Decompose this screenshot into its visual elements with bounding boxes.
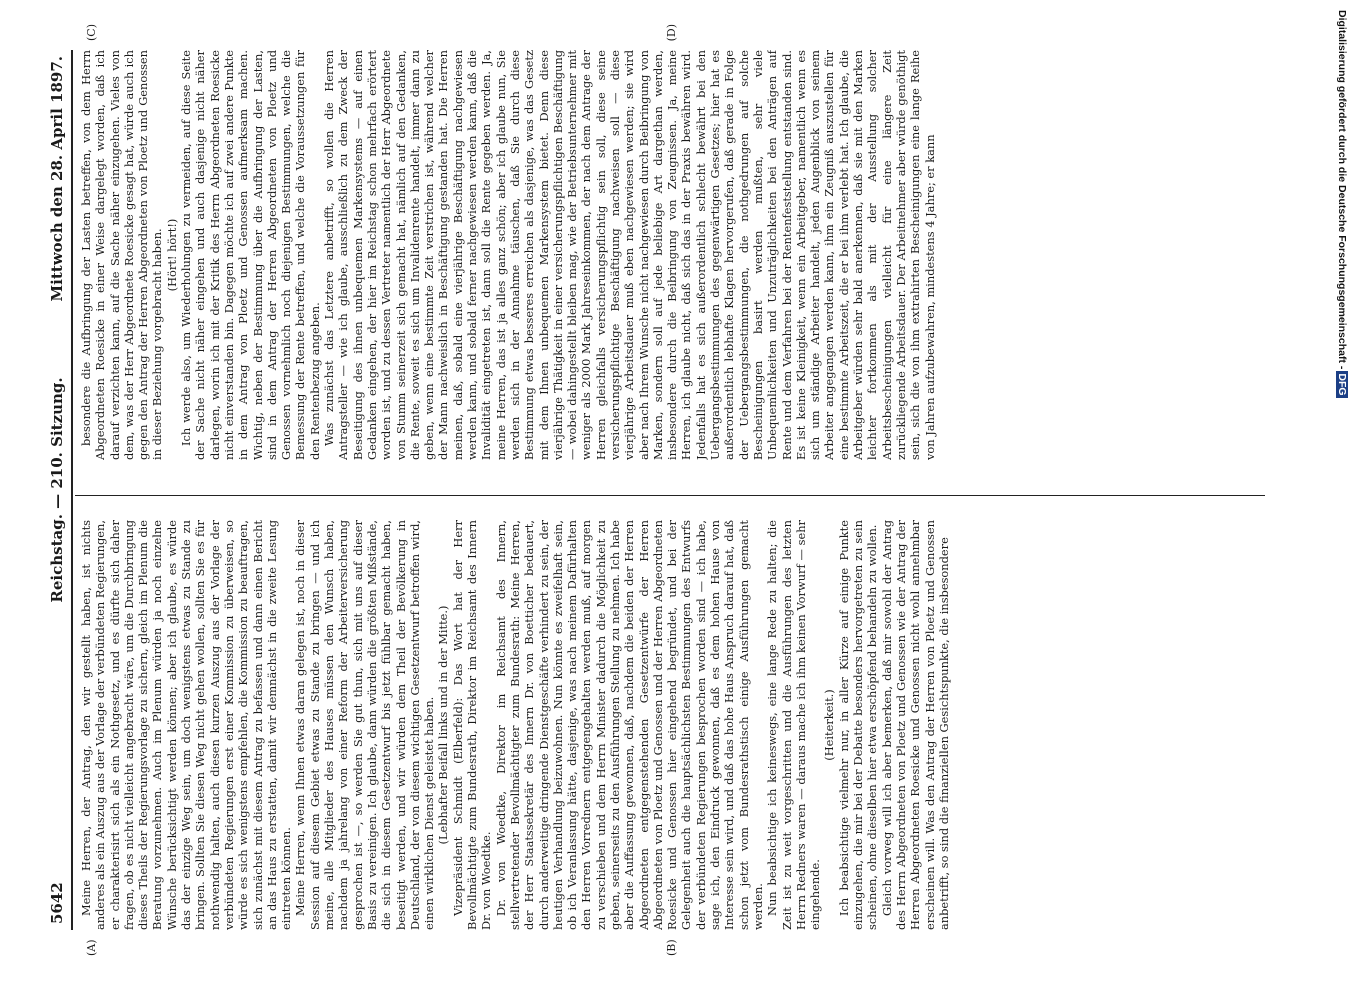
paragraph: Gleich vorweg will ich aber bemerken, daß mir sowohl der Antrag des Herrn Abgeordneten von Ploetz und Genossen wie der Antrag der Herren Abgeordneten Roesicke und Genossen nicht wohl annehmbar erscheinen will. Was den Antrag der Herren von Ploetz und Genossen anbetrifft, so sind die finanziellen Gesichtspunkte, die insbesondere [879, 520, 951, 930]
interjection: (Lebhafter Beifall links und in der Mitte.) [436, 605, 451, 845]
dfg-logo: DFG [1336, 373, 1348, 396]
interjection: (Heiterkeit.) [822, 689, 837, 761]
margin-marker-c: (C) [85, 24, 98, 41]
paragraph: Ich beabsichtige vielmehr nur, in aller Kürze auf einige Punkte einzugehen, die mir bei der Debatte besonders hervorgetreten zu sein scheinen, ohne dieselben hier etwa erschöpfend behandeln zu wollen. [836, 520, 880, 930]
document-page [45, 24, 1265, 956]
paragraph: besondere die Aufbringung der Lasten betreffen, von dem Herrn Abgeordneten Roesicke in einer Weise dargelegt worden, daß ich darauf verzichten kann, auf die Sache näher einzugehen. Vieles von dem, was der Herr Abgeordnete Roesicke gesagt hat, würde auch ich gegen den Antrag der Herren Abgeordneten von Ploetz und Genossen in dieser Beziehung vorgebracht haben. [79, 50, 165, 460]
digitization-credit [1335, 10, 1349, 1000]
credit-text: Digitalisierung gefördert durch die Deutsche Forschungsgemeinschaft - [1336, 10, 1348, 370]
paragraph: Vizepräsident Schmidt (Elberfeld): Das Wort hat der Herr Bevollmächtigte zum Bundesrath, Direktor im Reichsamt des Innern Dr. von Woedtke. [450, 520, 494, 930]
right-column [79, 50, 1259, 460]
paragraph: Nun beabsichtige ich keineswegs, eine lange Rede zu halten; die Zeit ist zu weit vorgeschritten und die Ausführungen des letzten Herrn Redners waren — daraus mache ich ihm keinen Vorwurf — sehr eingehende. [765, 520, 823, 930]
column-divider [75, 495, 1265, 496]
paragraph: Meine Herren, der Antrag, den wir gestellt haben, ist nichts anderes als ein Auszug aus der Vorlage der verbündeten Regierungen, er charakterisirt sich als ein Nothgesetz, und es dürfte sich daher fragen, ob es nicht vielleicht angebracht wäre, um die Durchbringung dieses Theils der Regierungsvorlage zu sichern, gleich im Plenum die Beratung vorzunehmen. Auch im Plenum würden ja noch einzelne Wünsche berücksichtigt werden können; aber ich glaube, es würde das der einzige Weg sein, um doch wenigstens etwas zu Stande zu bringen. Sollten Sie diesen Weg nicht gehen wollen, sollten Sie es für nothwendig halten, auch diesen kurzen Auszug aus der Vorlage der verbündeten Regierungen erst einer Kommission zu überweisen, so würde es sich wenigstens empfehlen, die Kommission zu beauftragen, sich zunächst mit diesem Antrag zu befassen und dann einen Bericht an das Haus zu erstatten, damit wir demnächst in die zweite Lesung eintreten können. [79, 520, 294, 930]
paragraph: Was zunächst das Letztere anbetrifft, so wollen die Herren Antragsteller — wie ich glaube, ausschließlich zu dem Zweck der Beseitigung des ihnen unbequemen Markensystems — auf einen Gedanken eingehen, der hier im Reichstag schon mehrfach erörtert worden ist, und zu dessen Vertreter namentlich der Herr Abgeordnete von Stumm seinerzeit sich gemacht hat, nämlich auf den Gedanken, die Rente, soweit es sich um Invalidenrente handelt, immer dann zu geben, wenn eine bestimmte Zeit verstrichen ist, während welcher der Mann nachweislich in Beschäftigung gestanden hat. Die Herren meinen, daß, sobald eine vierjährige Beschäftigung nachgewiesen werden kann, und sobald ferner nachgewiesen werden kann, daß die Invalidität eingetreten ist, dann soll die Rente gegeben werden. Ja, meine Herren, das ist ja alles ganz schön; aber ich glaube nun, Sie werden sich in der Annahme täuschen, daß Sie durch diese Bestimmung etwas besseres erreichen als dasjenige, was das Gesetz mit dem Ihnen unbequemen Markensystem bietet. Denn diese vierjährige Thätigkeit in einer versicherungspflichtigen Beschäftigung — wobei dahingestellt bleiben mag, wie der Betriebsunternehmer mit weniger als 2000 Mark Jahreseinkommen, der nach dem Antrage der Herren gleichfalls versicherungspflichtig sein soll, diese seine versicherungspflichtige Beschäftigung nachweisen soll — diese vierjährige Arbeitsdauer muß eben nachgewiesen werden; sie wird aber nach Ihrem Wunsche nicht nachgewiesen durch Beibringung von Marken, sondern soll auf jede beliebige Art dargethan werden, insbesondere durch die Beibringung von Zeugnissen. Ja, meine Herren, ich glaube nicht, daß sich das in der Praxis bewähren wird. Jedenfalls hat es sich außerordentlich schlecht bewährt bei den Uebergangsbestimmungen des gegenwärtigen Gesetzes; hier hat es außerordentlich lebhafte Klagen hervorgerufen, daß gerade in Folge der Uebergangsbestimmungen, die nothgedrungen auf solche Bescheinigungen basirt werden mußten, sehr viele Unbequemlichkeiten und Unzuträglichkeiten bei den Anträgen auf Rente und dem Verfahren bei der Rentenfeststellung entstanden sind. Es ist keine Kleinigkeit, wenn ein Arbeitgeber, namentlich wenn es sich um ständige Arbeiter handelt, jeden Augenblick von seinem Arbeiter angegangen werden kann, ihm ein Zeugniß auszustellen für eine bestimmte Arbeitszeit, die er bei ihm verlebt hat. Ich glaube, die Arbeitgeber würden sehr bald anerkennen, daß sie mit den Marken leichter fortkommen als mit der Ausstellung solcher Arbeitsbescheinigungen vielleicht für eine längere Zeit zurückliegende Arbeitsdauer. Der Arbeitnehmer aber würde genöthigt sein, sich die von ihm extrahirten Bescheinigungen eine lange Reihe von Jahren aufzubewahren, mindestens 4 Jahre; er kann [322, 50, 937, 460]
paragraph: Meine Herren, wenn Ihnen etwas daran gelegen ist, noch in dieser Session auf diesem Gebiet etwas zu Stande zu bringen — und ich meine, alle Mitglieder des Hauses müssen den Wunsch haben, nachdem ja jahrelang von einer Reform der Arbeiterversicherung gesprochen ist —, so werden Sie gut thun, sich mit uns auf dieser Basis zu vereinigen. Ich glaube, dann würden die größten Mißstände, die sich in diesem Gesetzentwurf bis jetzt fühlbar gemacht haben, beseitigt werden, und wir würden dem Theil der Bevölkerung in Deutschland, der von diesem wichtigen Gesetzentwurf betroffen wird, einen wirklichen Dienst geleistet haben. [293, 520, 437, 930]
paragraph: Dr. von Woedtke, Direktor im Reichsamt des Innern, stellvertretender Bevollmächtigter zum Bundesrath: Meine Herren, der Herr Staatssekretär des Innern Dr. von Boetticher bedauert, durch anderweitige dringende Dienstgeschäfte verhindert zu sein, der heutigen Verhandlung beizuwohnen. Nun könnte es zweifelhaft sein, ob ich Veranlassung hätte, dasjenige, was nach meinem Dafürhalten den Herren Vorrednern entgegengehalten werden muß, auf morgen zu verschieben und dem Herrn Minister dadurch die Möglichkeit zu geben, seinerseits zu den Ausführungen Stellung zu nehmen. Ich habe aber die Auffassung gewonnen, daß, nachdem die beiden der Herren Abgeordneten entgegenstehenden Gesetzentwürfe der Herren Abgeordneten von Ploetz und Genossen und der Herren Abgeordneten Roesicke und Genossen hier eingehend begründet, und bei der Gelegenheit auch die hauptsächlichsten Bestimmungen des Entwurfs der verbündeten Regierungen besprochen worden sind — ich habe, sage ich, den Eindruck gewonnen, daß es dem hohen Hause von Interesse sein wird, und daß das hohe Haus Anspruch darauf hat, daß schon jetzt vom Bundesrathstisch einige Ausführungen gemacht werden. [493, 520, 765, 930]
paragraph: Ich werde also, um Wiederholungen zu vermeiden, auf diese Seite der Sache nicht näher eingehen und auch dasjenige nicht näher darlegen, worin ich mit der Kritik des Herrn Abgeordneten Roesicke nicht einverstanden bin. Dagegen möchte ich auf zwei andere Punkte in dem Antrag von Ploetz und Genossen aufmerksam machen. Wichtig, neben der Bestimmung über die Aufbringung der Lasten, sind in dem Antrag der Herren Abgeordneten von Ploetz und Genossen vornehmlich noch diejenigen Bestimmungen, welche die Bemessung der Rente betreffen, und welche die Voraussetzungen für den Rentenbezug angeben. [179, 50, 322, 460]
page-number: 5642 [48, 882, 66, 924]
margin-marker-d: (D) [665, 24, 678, 42]
interjection: (Hört! hört!) [164, 218, 179, 292]
left-column [79, 520, 1259, 930]
header-rule [71, 50, 73, 930]
session-title: Reichstag. — 210. Sitzung. [48, 377, 66, 603]
margin-marker-a: (A) [85, 939, 98, 956]
session-date: Mittwoch den 28. April 1897. [48, 56, 66, 302]
page-header [45, 50, 69, 930]
margin-marker-b: (B) [665, 939, 678, 956]
